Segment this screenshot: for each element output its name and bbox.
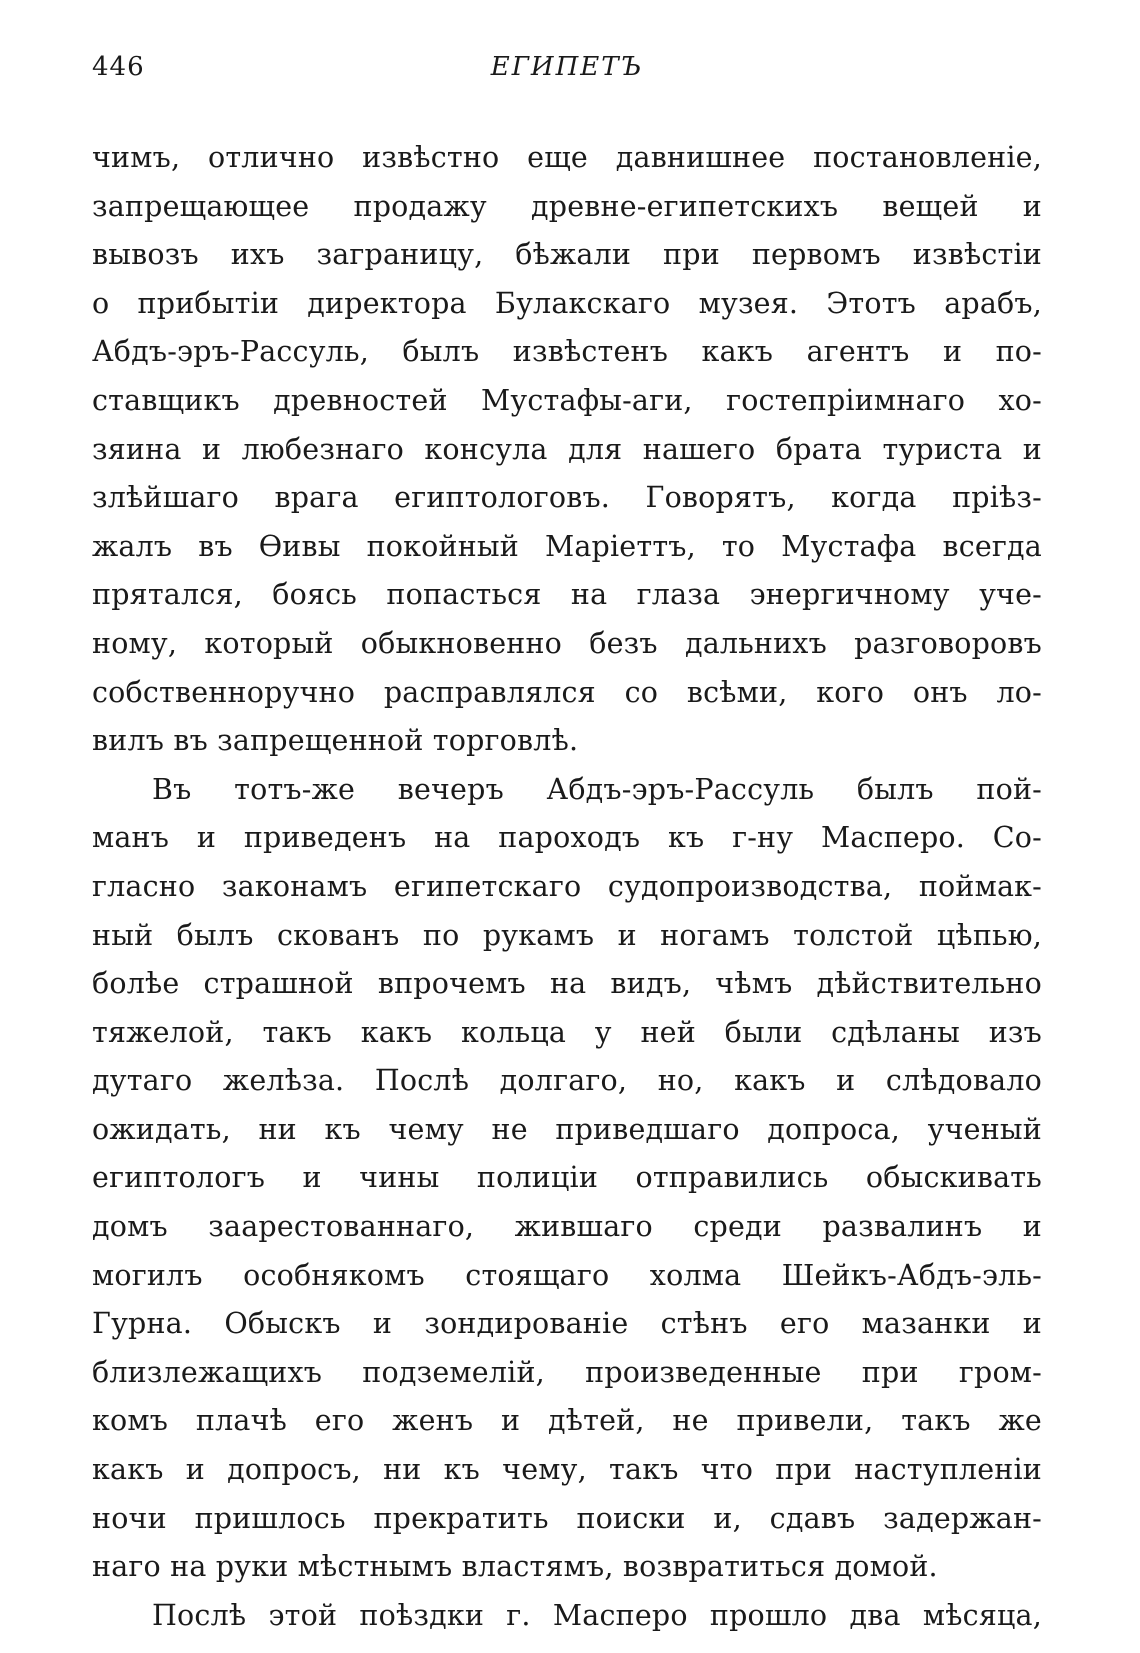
text-line: Абдъ-эръ-Рассуль, былъ извѣстенъ какъ агентъ и по-	[92, 335, 1042, 369]
text-line: гласно законамъ египетскаго судопроизводства, поймак-	[92, 869, 1042, 903]
text-line: жалъ въ Ѳивы покойный Маріеттъ, то Мустафа всегда	[92, 529, 1042, 563]
text-line: собственноручно расправлялся со всѣми, кого онъ ло-	[92, 675, 1042, 709]
text-line: манъ и приведенъ на пароходъ къ г-ну Масперо. Со-	[92, 821, 1042, 855]
text-line: домъ заарестованнаго, жившаго среди развалинъ и	[92, 1210, 1042, 1244]
text-line: злѣйшаго врага египтологовъ. Говорятъ, когда пріѣз-	[92, 481, 1042, 515]
text-line: запрещающее продажу древне-египетскихъ вещей и	[92, 189, 1042, 223]
body-text	[92, 134, 1042, 1640]
text-line: Въ тотъ-же вечеръ Абдъ-эръ-Рассуль былъ пой-	[152, 772, 1042, 806]
text-line: какъ и допросъ, ни къ чему, такъ что при наступленіи	[92, 1453, 1042, 1487]
text-line: дутаго желѣза. Послѣ долгаго, но, какъ и слѣдовало	[92, 1064, 1042, 1098]
running-title: ЕГИПЕТЪ	[490, 52, 644, 82]
text-line: болѣе страшной впрочемъ на видъ, чѣмъ дѣйствительно	[92, 967, 1042, 1001]
text-line: ставщикъ древностей Мустафы-аги, гостепріимнаго хо-	[92, 383, 1042, 417]
page-header	[92, 52, 1042, 92]
text-line: ожидать, ни къ чему не приведшаго допроса, ученый	[92, 1112, 1042, 1146]
text-line: египтологъ и чины полиціи отправились обыскивать	[92, 1161, 1042, 1195]
text-line: близлежащихъ подземелій, произведенные при гром-	[92, 1355, 1042, 1389]
text-line: чимъ, отлично извѣстно еще давнишнее постановленіе,	[92, 141, 1042, 174]
text-line: ный былъ скованъ по рукамъ и ногамъ толстой цѣпью,	[92, 918, 1042, 952]
text-line: тяжелой, такъ какъ кольца у ней были сдѣланы изъ	[92, 1015, 1042, 1049]
text-line: ночи пришлось прекратить поиски и, сдавъ задержан-	[92, 1501, 1042, 1535]
text-line: вилъ въ запрещенной торговлѣ.	[92, 724, 579, 758]
text-line: ному, который обыкновенно безъ дальнихъ разговоровъ	[92, 626, 1042, 660]
text-line: комъ плачѣ его женъ и дѣтей, не привели, такъ же	[92, 1404, 1042, 1438]
text-line: зяина и любезнаго консула для нашего брата туриста и	[92, 432, 1042, 466]
page-number: 446	[92, 52, 145, 82]
text-line: Гурна. Обыскъ и зондированіе стѣнъ его мазанки и	[92, 1307, 1042, 1341]
text-line: Послѣ этой поѣздки г. Масперо прошло два мѣсяца,	[152, 1598, 1042, 1632]
text-line: вывозъ ихъ заграницу, бѣжали при первомъ извѣстіи	[92, 238, 1042, 272]
text-line: прятался, боясь попасться на глаза энергичному уче-	[92, 578, 1042, 612]
text-line: наго на руки мѣстнымъ властямъ, возвратиться домой.	[92, 1550, 938, 1584]
text-line: о прибытіи директора Булакскаго музея. Этотъ арабъ,	[92, 286, 1042, 320]
text-line: могилъ особнякомъ стоящаго холма Шейкъ-Абдъ-эль-	[92, 1258, 1042, 1292]
